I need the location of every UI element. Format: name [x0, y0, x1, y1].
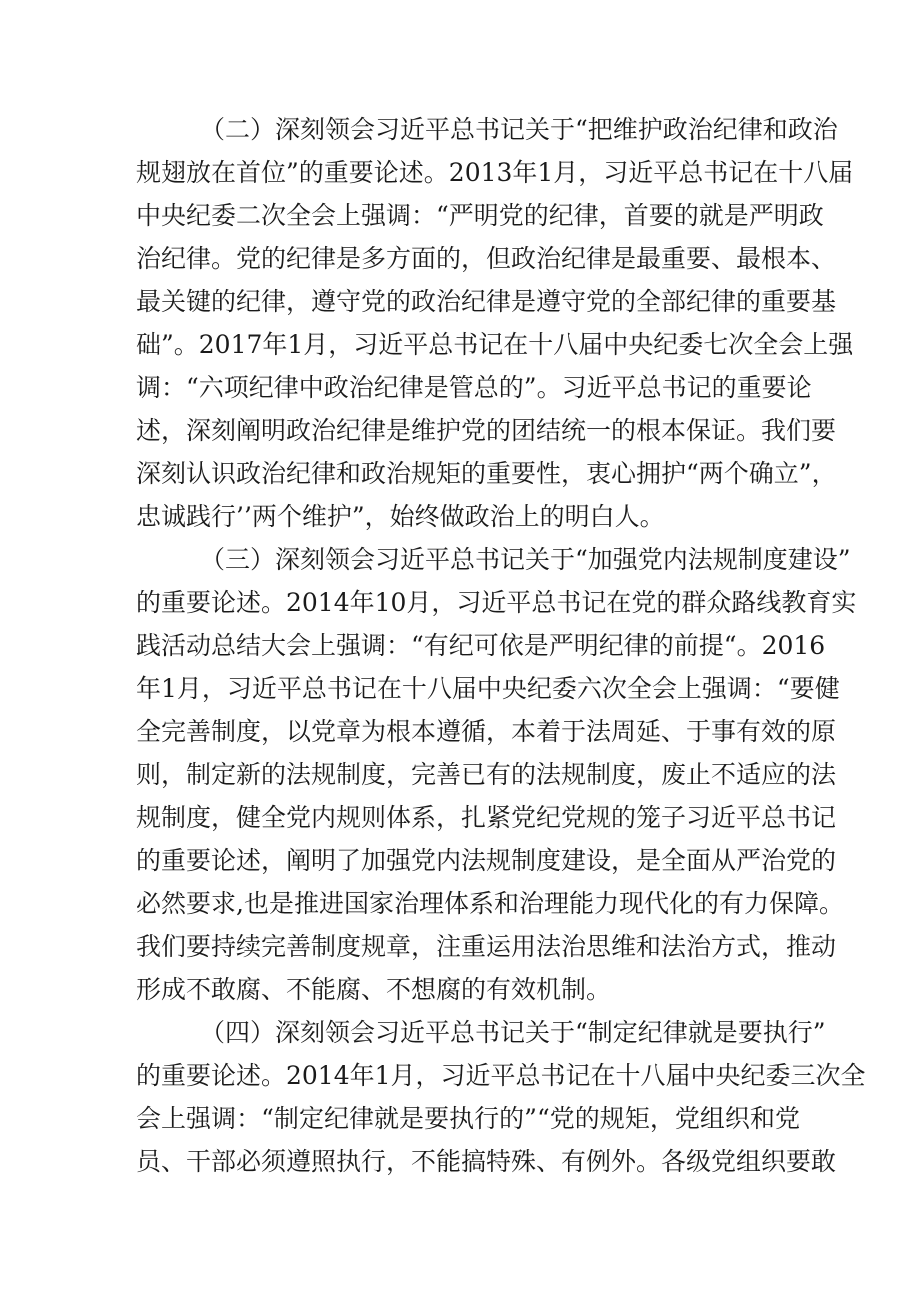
document-body: [136, 108, 866, 1183]
paragraph-line: 忠诚践行’’两个维护”，始终做政治上的明白人。: [136, 502, 665, 531]
paragraph-line: 践活动总结大会上强调：“有纪可依是严明纪律的前提“。2016: [136, 631, 826, 660]
paragraph-line: 中央纪委二次全会上强调：“严明党的纪律，首要的就是严明政: [136, 201, 824, 230]
paragraph-line: 的重要论述。2014年10月，习近平总书记在党的群众路线教育实: [136, 588, 857, 617]
paragraph-line: 述，深刻阐明政治纪律是维护党的团结统一的根本保证。我们要: [136, 416, 837, 445]
paragraph-line: 必然要求,也是推进国家治理体系和治理能力现代化的有力保障。: [136, 889, 844, 918]
paragraph-line: 形成不敢腐、不能腐、不想腐的有效机制。: [136, 975, 612, 1004]
paragraph-line: 员、干部必须遵照执行，不能搞特殊、有例外。各级党组织要敢: [136, 1147, 837, 1176]
paragraph-line: （三）深刻领会习近平总书记关于“加强党内法规制度建设”: [200, 545, 851, 574]
paragraph-2: [136, 108, 854, 538]
paragraph-line: 治纪律。党的纪律是多方面的，但政治纪律是最重要、最根本、: [136, 244, 837, 273]
paragraph-line: 规翅放在首位”的重要论述。2013年1月，习近平总书记在十八届: [136, 158, 854, 187]
paragraph-line: 础”。2017年1月，习近平总书记在十八届中央纪委七次全会上强: [136, 330, 854, 359]
paragraph-line: 规制度，健全党内规则体系，扎紧党纪党规的笼子习近平总书记: [136, 803, 837, 832]
paragraph-4: [136, 1011, 866, 1183]
paragraph-line: 的重要论述，阐明了加强党内法规制度建设，是全面从严治党的: [136, 846, 837, 875]
paragraph-3: [136, 538, 857, 1011]
paragraph-line: 我们要持续完善制度规章，注重运用法治思维和法治方式，推动: [136, 932, 837, 961]
paragraph-line: 年1月，习近平总书记在十八届中央纪委六次全会上强调：“要健: [136, 674, 840, 703]
paragraph-line: （四）深刻领会习近平总书记关于“制定纪律就是要执行”: [200, 1018, 826, 1047]
paragraph-line: 则，制定新的法规制度，完善已有的法规制度，废止不适应的法: [136, 760, 837, 789]
paragraph-line: 最关键的纪律，遵守党的政治纪律是遵守党的全部纪律的重要基: [136, 287, 837, 316]
paragraph-line: 会上强调：“制定纪律就是要执行的”“党的规矩，党组织和党: [136, 1104, 800, 1133]
paragraph-line: 全完善制度，以党章为根本遵循，本着于法周延、于事有效的原: [136, 717, 837, 746]
paragraph-line: 深刻认识政治纪律和政治规矩的重要性，衷心拥护“两个确立”，: [136, 459, 837, 488]
paragraph-line: 的重要论述。2014年1月，习近平总书记在十八届中央纪委三次全: [136, 1061, 866, 1090]
paragraph-line: （二）深刻领会习近平总书记关于“把维护政治纪律和政治: [200, 115, 838, 144]
paragraph-line: 调：“六项纪律中政治纪律是管总的”。习近平总书记的重要论: [136, 373, 812, 402]
